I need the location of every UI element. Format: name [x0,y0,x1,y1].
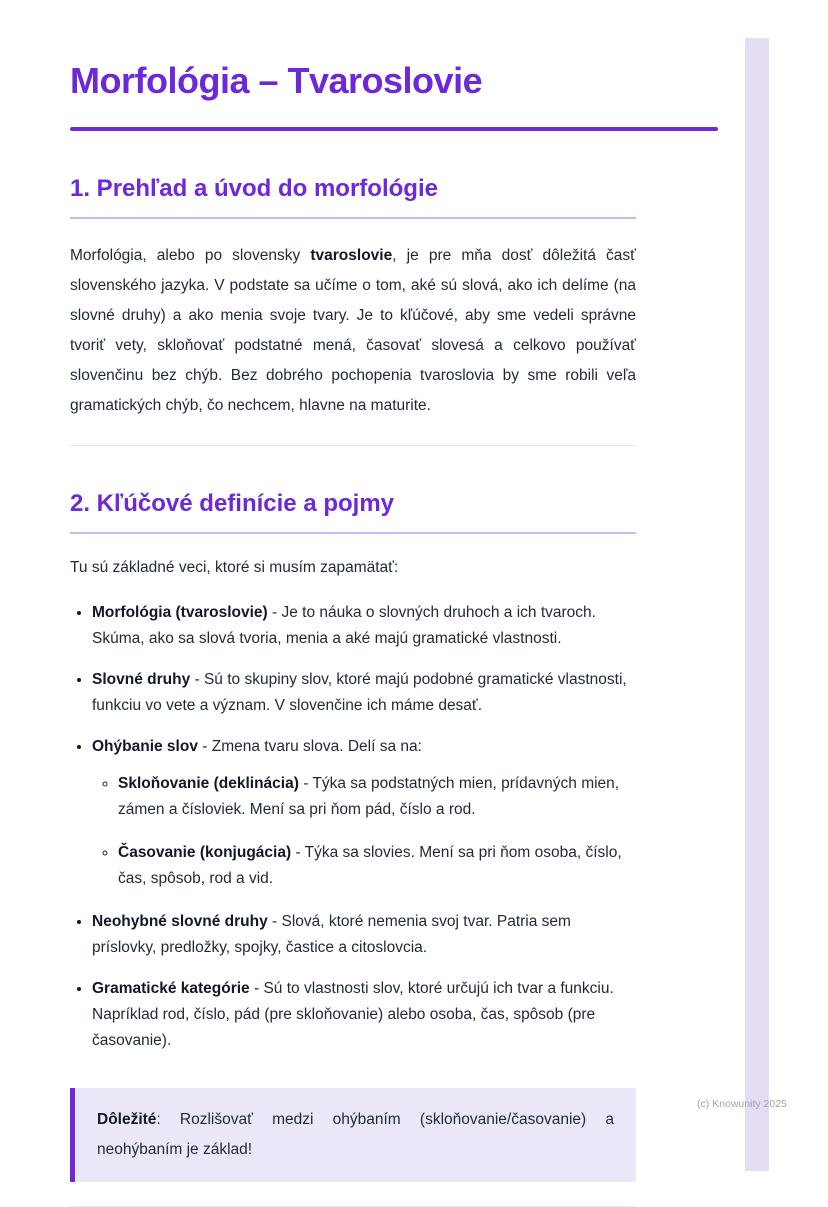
section-divider [70,445,636,446]
paragraph-text-after: , je pre mňa dosť dôležitá časť slovenského jazyka. V podstate sa učíme o tom, aké sú slová, ako ich delíme (na slovné druhy) a ako menia svoje tvary. Je to kľúčové, aby sme vedeli správne tvoriť vety, skloňovať podstatné mená, časovať slovesá a celkovo používať slovenčinu bez chýb. Bez dobrého pochopenia tvaroslovia by sme robili veľa gramatických chýb, čo nechcem, hlavne na maturite. [70,247,636,415]
callout-label: Dôležité [97,1110,157,1128]
term-definition: - Týka sa slovies. Mení sa pri ňom osoba, číslo, čas, spôsob, rod a vid. [118,843,622,887]
list-item [92,600,636,652]
term-label: Neohybné slovné druhy [92,912,268,930]
callout-text: : Rozlišovať medzi ohýbaním (skloňovanie/časovanie) a neohýbaním je základ! [97,1110,614,1158]
list-item [92,909,636,961]
page-edge-stripe [745,38,769,1171]
section-1-heading: 1. Prehľad a úvod do morfológie [70,175,438,203]
title-divider [70,127,718,131]
term-label: Skloňovanie (deklinácia) [118,774,299,792]
copyright-text: (c) Knowunity 2025 [697,1098,787,1110]
sub-definitions-list [92,771,636,892]
term-definition: - Týka sa podstatných mien, prídavných mien, zámen a čísloviek. Mení sa pri ňom pád, číslo a rod. [118,774,620,818]
page-title: Morfológia – Tvaroslovie [70,60,483,101]
term-definition: - Sú to skupiny slov, ktoré majú podobné gramatické vlastnosti, funkciu vo vete a význam. V slovenčine ich máme desať. [92,670,627,714]
term-definition: - Je to náuka o slovných druhoch a ich tvaroch. Skúma, ako sa slová tvoria, menia a aké majú gramatické vlastnosti. [92,603,596,647]
definitions-list [70,600,636,1054]
section-1-paragraph [70,241,636,421]
document-content [70,0,636,1207]
paragraph-bold-term: tvaroslovie [310,247,393,265]
section-2-underline [70,532,636,534]
list-item [92,734,636,892]
term-definition: - Slová, ktoré nemenia svoj tvar. Patria sem príslovky, predložky, spojky, častice a citoslovcia. [92,912,571,956]
list-item [92,976,636,1054]
section-2-intro: Tu sú základné veci, ktoré si musím zapamätať: [70,558,399,576]
sub-list-item [118,840,636,892]
section-2-heading: 2. Kľúčové definície a pojmy [70,490,395,518]
important-callout [70,1088,636,1182]
list-item [92,667,636,719]
term-label: Ohýbanie slov [92,737,198,755]
term-definition: - Zmena tvaru slova. Delí sa na: [197,737,422,755]
term-label: Gramatické kategórie [92,979,250,997]
paragraph-text-before: Morfológia, alebo po slovensky [70,247,311,265]
callout-paragraph [97,1105,614,1165]
term-definition: - Sú to vlastnosti slov, ktoré určujú ich tvar a funkciu. Napríklad rod, číslo, pád (pre skloňovanie) alebo osoba, čas, spôsob (pre časovanie). [92,979,614,1049]
term-label: Časovanie (konjugácia) [118,843,292,861]
sub-list-item [118,771,636,823]
term-label: Morfológia (tvaroslovie) [92,603,268,621]
term-label: Slovné druhy [92,670,191,688]
section-1-underline [70,217,636,219]
